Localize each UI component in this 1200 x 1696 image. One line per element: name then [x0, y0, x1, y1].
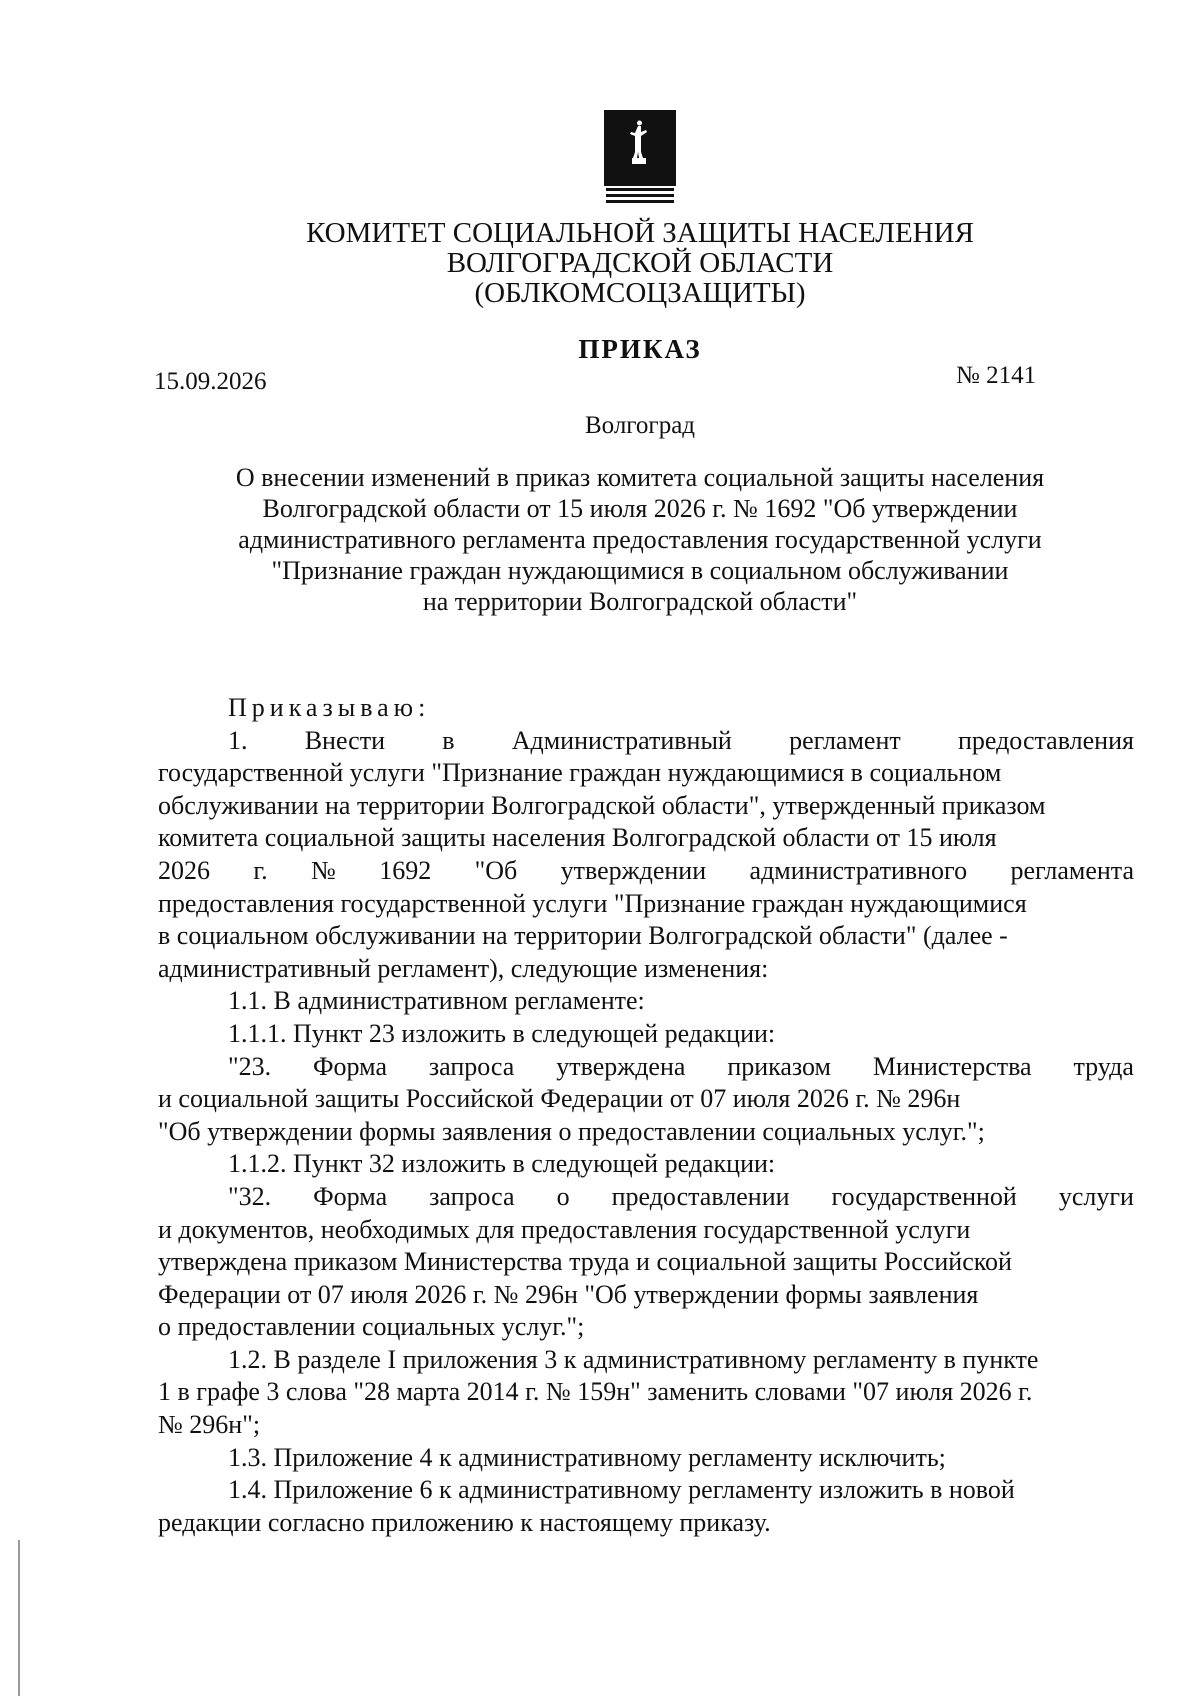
coat-of-arms-icon [602, 108, 678, 204]
order-date: 15.09.2026 [154, 368, 267, 395]
word: Министерства [872, 1051, 1032, 1081]
subject-line: О внесении изменений в приказ комитета социальной защиты населения [235, 463, 1045, 492]
paragraph-line: и документов, необходимых для предоставления государственной услуги [158, 1214, 971, 1244]
paragraph-line: Федерации от 07 июля 2026 г. № 296н "Об утверждении формы заявления [158, 1279, 979, 1309]
word: предоставлении [611, 1181, 790, 1211]
item-32-first-line [158, 1181, 1134, 1214]
paragraph-1-first-line [158, 725, 1134, 758]
word: 1692 [379, 855, 432, 885]
word: регламента [1010, 855, 1134, 885]
word: Форма [313, 1051, 387, 1081]
word: в [442, 725, 455, 755]
org-line-2: ВОЛГОГРАДСКОЙ ОБЛАСТИ [446, 247, 834, 279]
word: 2026 [158, 855, 210, 885]
word: административного [749, 855, 968, 885]
organization-header [200, 218, 1080, 308]
item-1-3: 1.3. Приложение 4 к административному регламенту исключить; [228, 1442, 946, 1472]
paragraph-line: в социальном обслуживании на территории Волгоградской области" (далее - [158, 921, 1008, 951]
word: запроса [428, 1051, 515, 1081]
order-subject [180, 462, 1100, 617]
subject-line: Волгоградской области от 15 июля 2026 г. № 1692 "Об утверждении [262, 494, 1018, 523]
order-title: ПРИКАЗ [578, 334, 702, 364]
paragraph-line: государственной услуги "Признание граждан нуждающимися в социальном [158, 758, 1002, 788]
word: запроса [429, 1181, 515, 1211]
word: приказом [727, 1051, 831, 1081]
paragraph-line: о предоставлении социальных услуг."; [158, 1312, 585, 1342]
paragraph-justified-line [158, 855, 1134, 888]
paragraph-line: предоставления государственной услуги "Признание граждан нуждающимися [158, 888, 1027, 918]
paragraph-line: "Об утверждении формы заявления о предоставлении социальных услуг."; [158, 1116, 985, 1146]
word: № [311, 855, 336, 885]
item-1-1: 1.1. В административном регламенте: [228, 986, 645, 1016]
item-23-first-line [158, 1051, 1134, 1084]
word: Административный [511, 725, 732, 755]
word: предоставления [957, 725, 1134, 755]
subject-line: на территории Волгоградской области" [422, 587, 858, 616]
scan-edge-artifact [18, 1540, 20, 1696]
word: г. [253, 855, 268, 885]
order-number: № 2141 [956, 362, 1037, 389]
paragraph-line: редакции согласно приложению к настоящему приказу. [158, 1507, 771, 1537]
word: утверждении [560, 855, 707, 885]
word: государственной [831, 1181, 1017, 1211]
word: "23. [228, 1051, 272, 1081]
paragraph-line: № 296н"; [158, 1410, 261, 1440]
item-1-1-1: 1.1.1. Пункт 23 изложить в следующей редакции: [228, 1018, 776, 1048]
item-1-1-2: 1.1.2. Пункт 32 изложить в следующей редакции: [228, 1149, 776, 1179]
opening-word: Приказываю: [228, 693, 431, 722]
org-line-1: КОМИТЕТ СОЦИАЛЬНОЙ ЗАЩИТЫ НАСЕЛЕНИЯ [306, 217, 974, 249]
item-1-2-line: 1.2. В разделе I приложения 3 к административному регламенту в пункте [228, 1344, 1039, 1374]
order-city: Волгоград [584, 412, 696, 439]
word: утверждена [556, 1051, 686, 1081]
paragraph-line: и социальной защиты Российской Федерации от 07 июля 2026 г. № 296н [158, 1084, 961, 1114]
org-line-3: (ОБЛКОМСОЦЗАЩИТЫ) [474, 277, 806, 309]
subject-line: административного регламента предоставления государственной услуги [238, 525, 1042, 554]
word: Внести [304, 725, 385, 755]
paragraph-line: обслуживании на территории Волгоградской области", утвержденный приказом [158, 790, 1046, 820]
word: услуги [1058, 1181, 1134, 1211]
paragraph-line: административный регламент), следующие изменения: [158, 953, 769, 983]
coat-of-arms-emblem [602, 108, 678, 204]
paragraph-line: утверждена приказом Министерства труда и социальной защиты Российской [158, 1247, 1012, 1277]
word: 1. [228, 725, 248, 755]
subject-line: "Признание граждан нуждающимися в социальном обслуживании [271, 556, 1009, 585]
item-1-4-line: 1.4. Приложение 6 к административному регламенту изложить в новой [228, 1475, 1015, 1505]
word: "Об [474, 855, 518, 885]
paragraph-line: комитета социальной защиты населения Волгоградской области от 15 июля [158, 823, 997, 853]
word: труда [1073, 1051, 1134, 1081]
word: регламент [789, 725, 901, 755]
paragraph-line: 1 в графе 3 слова "28 марта 2014 г. № 159н" заменить словами "07 июля 2026 г. [158, 1377, 1033, 1407]
order-body [158, 692, 1134, 1539]
word: о [556, 1181, 570, 1211]
word: "32. [228, 1181, 272, 1211]
word: Форма [313, 1181, 388, 1211]
